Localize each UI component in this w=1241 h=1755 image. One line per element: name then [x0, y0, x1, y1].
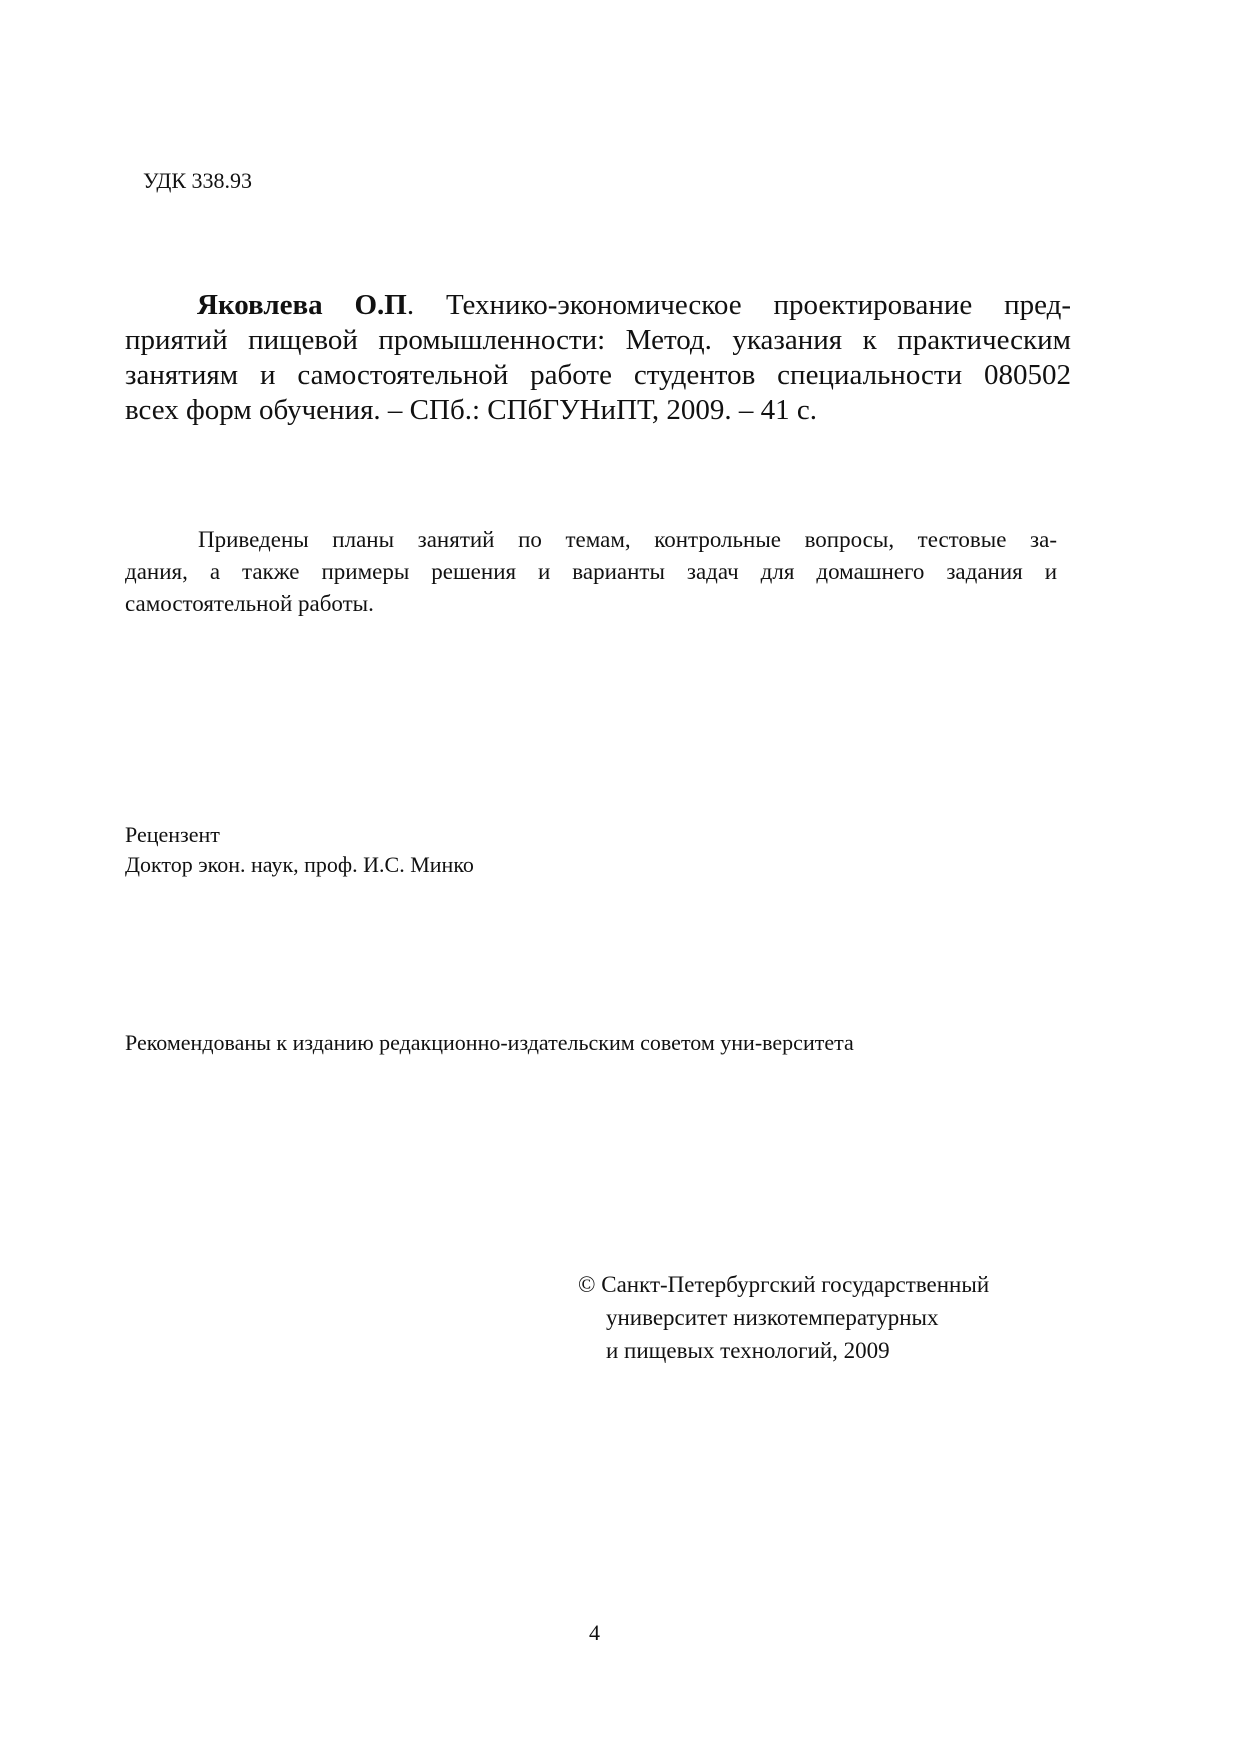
- bibliographic-line-3: занятиям и самостоятельной работе студентов специальности 080502: [125, 359, 1071, 391]
- copyright-line-2: университет низкотемпературных: [606, 1305, 939, 1330]
- copyright-line-3: и пищевых технологий, 2009: [606, 1338, 890, 1363]
- annotation-line-2: [125, 556, 1057, 588]
- copyright-line-1: © Санкт-Петербургский государственный: [578, 1272, 990, 1297]
- reviewer-label: Рецензент: [125, 822, 220, 847]
- reviewer-block: [125, 820, 474, 880]
- annotation: [125, 524, 1057, 620]
- udk-code: УДК 338.93: [143, 168, 253, 193]
- bibliographic-line-4: всех форм обучения. – СПб.: СПбГУНиПТ, 2009. – 41 с.: [125, 394, 817, 426]
- publication-recommendation: Рекомендованы к изданию редакционно-издательским советом уни-верситета: [125, 1030, 854, 1055]
- annotation-line-3: самостоятельной работы.: [125, 591, 374, 616]
- copyright-block: [578, 1268, 989, 1367]
- bibliographic-line-2: приятий пищевой промышленности: Метод. указания к практическим: [125, 324, 1071, 356]
- annotation-line-2-text: дания, а также примеры решения и варианты задач для домашнего задания: [125, 559, 1023, 584]
- bibliographic-description: [125, 288, 1071, 428]
- title-start: . Технико-экономическое проектирование пред-: [406, 289, 1071, 321]
- page-number: 4: [589, 1620, 600, 1645]
- annotation-line-1: Приведены планы занятий по темам, контрольные вопросы, тестовые за-: [198, 527, 1057, 552]
- reviewer-name: Доктор экон. наук, проф. И.С. Минко: [125, 852, 474, 877]
- author-name: Яковлева О.П: [197, 289, 407, 321]
- annotation-line-2-conjunction: и: [1044, 559, 1058, 584]
- bibliographic-line-1: [125, 288, 1071, 323]
